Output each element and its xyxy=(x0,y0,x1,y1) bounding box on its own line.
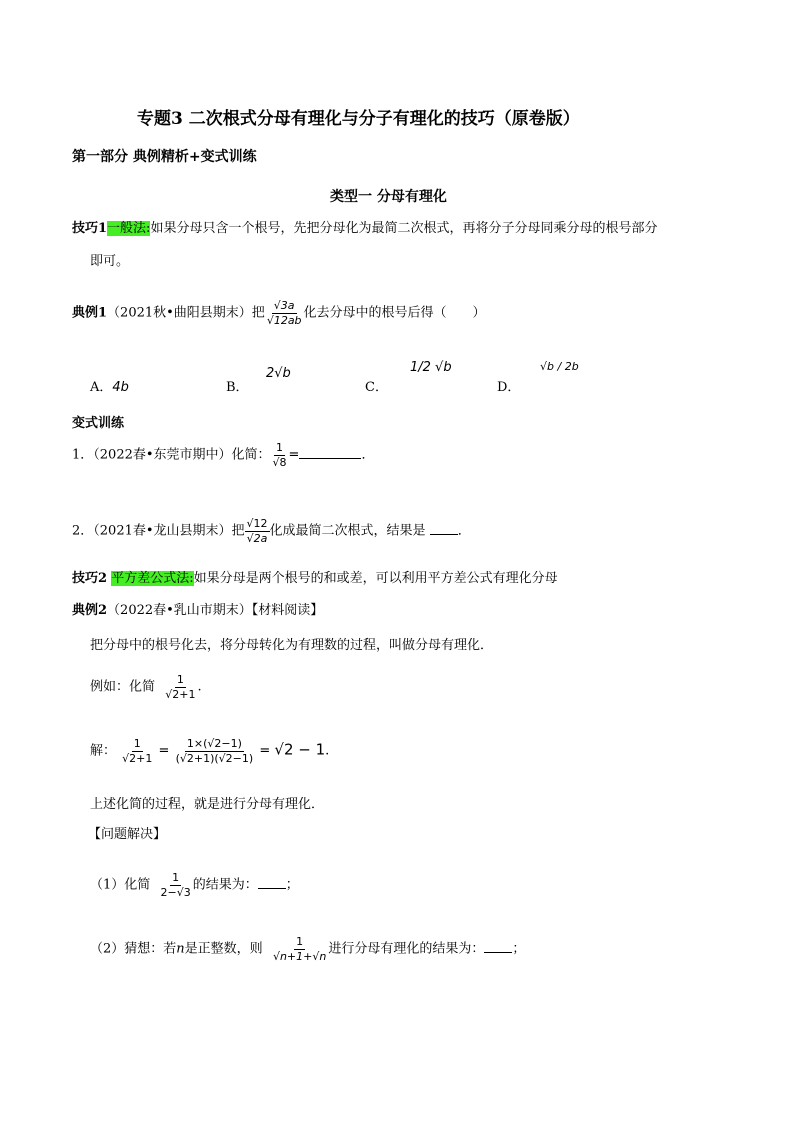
question2-mid: 是正整数，则 xyxy=(184,941,263,957)
practice2-answer-blank[interactable] xyxy=(430,534,458,535)
option-c[interactable] xyxy=(365,376,388,395)
question2-end: ； xyxy=(512,941,526,957)
material-line2: 上述化简的过程，就是进行分母有理化． xyxy=(90,797,325,812)
option-letter: D． xyxy=(497,380,521,395)
example1-fraction xyxy=(265,300,304,326)
practice1-prefix: 1．（2022春•东莞市期中）化简： xyxy=(72,447,271,463)
practice2-fraction xyxy=(245,518,270,544)
practice2-line xyxy=(72,518,471,544)
type-heading: 类型一 分母有理化 xyxy=(330,189,447,205)
example1-label: 典例1 xyxy=(72,305,108,321)
question2-answer-blank[interactable] xyxy=(484,952,512,953)
tip2-tag: 平方差公式法: xyxy=(111,571,194,586)
practice1-line xyxy=(72,442,374,468)
tip1-label: 技巧1 xyxy=(72,221,108,236)
tip2-line xyxy=(72,567,558,586)
option-d-value: √b / 2b xyxy=(540,360,579,373)
fraction-numerator: 1 xyxy=(296,935,304,948)
part-heading: 第一部分 典例精析+变式训练 xyxy=(72,149,257,165)
question2-variable: n xyxy=(176,941,185,957)
fraction-denominator: 2−√3 xyxy=(160,885,191,899)
question1-fraction xyxy=(159,872,193,898)
fraction-numerator: √12 xyxy=(246,517,268,530)
option-b-value: 2√b xyxy=(266,366,291,381)
option-value: 4b xyxy=(112,380,129,395)
solution-fraction-2 xyxy=(174,738,256,764)
example1-line xyxy=(72,300,486,326)
solution-equals-2: = xyxy=(259,743,271,759)
solution-line xyxy=(90,738,329,764)
fraction-denominator: √2a xyxy=(246,531,268,545)
option-letter: A． xyxy=(90,380,113,395)
example-simplify-line xyxy=(90,674,202,700)
option-a[interactable] xyxy=(90,376,129,395)
practice1-end: ． xyxy=(361,447,375,463)
option-c-value: 1/2 √b xyxy=(410,360,452,375)
fraction-numerator: √3a xyxy=(273,299,295,312)
question1-prefix: （1）化简 xyxy=(90,877,151,893)
fraction-numerator: 1×(√2−1) xyxy=(186,737,242,750)
fraction-denominator: (√2+1)(√2−1) xyxy=(175,751,254,765)
option-letter: B． xyxy=(226,380,249,395)
option-b[interactable] xyxy=(226,376,249,395)
practice1-fraction xyxy=(271,442,289,468)
fraction-denominator: √n+1+√n xyxy=(272,949,327,963)
tip2-text: 如果分母是两个根号的和或差，可以利用平方差公式有理化分母 xyxy=(193,571,558,586)
tip1-tag: 一般法: xyxy=(107,221,151,236)
practice1-equals: = xyxy=(288,447,300,463)
problem-heading: 【问题解决】 xyxy=(88,827,167,842)
tip1-text2: 即可。 xyxy=(90,254,130,269)
fraction-numerator: 1 xyxy=(176,673,184,686)
solution-fraction-1 xyxy=(120,738,154,764)
practice-heading: 变式训练 xyxy=(72,416,125,431)
fraction-denominator: √12ab xyxy=(266,313,302,327)
example1-after: 化去分母中的根号后得（ ） xyxy=(303,305,486,321)
question1-line xyxy=(90,872,299,898)
example-fraction xyxy=(163,674,197,700)
option-d[interactable] xyxy=(497,376,520,395)
solution-end: . xyxy=(325,743,330,759)
fraction-numerator: 1 xyxy=(172,871,180,884)
fraction-numerator: 1 xyxy=(133,737,141,750)
material-line1: 把分母中的根号化去，将分母转化为有理数的过程，叫做分母有理化． xyxy=(90,638,494,653)
question2-after: 进行分母有理化的结果为： xyxy=(328,941,485,957)
tip1-line xyxy=(72,217,657,236)
practice2-prefix: 2．（2021春•龙山县期末）把 xyxy=(72,523,245,539)
solution-prefix: 解： xyxy=(90,743,117,759)
example1-source: （2021秋•曲阳县期末）把 xyxy=(107,305,265,321)
question1-answer-blank[interactable] xyxy=(258,888,286,889)
option-letter: C． xyxy=(365,380,388,395)
fraction-denominator: √2+1 xyxy=(165,687,196,701)
fraction-numerator: 1 xyxy=(276,441,284,454)
example2-line xyxy=(72,599,323,618)
question1-end: ； xyxy=(285,877,299,893)
practice2-end: ． xyxy=(457,523,471,539)
tip2-label: 技巧2 xyxy=(72,571,108,586)
tip1-text: 如果分母只含一个根号，先把分母化为最简二次根式，再将分子分母同乘分母的根号部分 xyxy=(150,221,658,236)
example2-source: （2022春•乳山市期末）【材料阅读】 xyxy=(107,603,324,618)
solution-result: √2 − 1 xyxy=(274,740,326,759)
solution-equals-1: = xyxy=(158,743,170,759)
question2-fraction xyxy=(271,936,328,962)
example2-label: 典例2 xyxy=(72,603,108,618)
example-end: . xyxy=(197,679,202,695)
practice1-answer-blank[interactable] xyxy=(299,458,361,459)
fraction-denominator: √8 xyxy=(272,455,287,469)
question1-after: 的结果为： xyxy=(192,877,258,893)
question2-line xyxy=(90,936,525,962)
example-prefix: 例如：化简 xyxy=(90,679,156,695)
question2-prefix: （2）猜想：若 xyxy=(90,941,177,957)
practice2-after: 化成最简二次根式，结果是 xyxy=(269,523,426,539)
fraction-denominator: √2+1 xyxy=(122,751,153,765)
page-title: 专题3 二次根式分母有理化与分子有理化的技巧（原卷版） xyxy=(137,109,580,129)
